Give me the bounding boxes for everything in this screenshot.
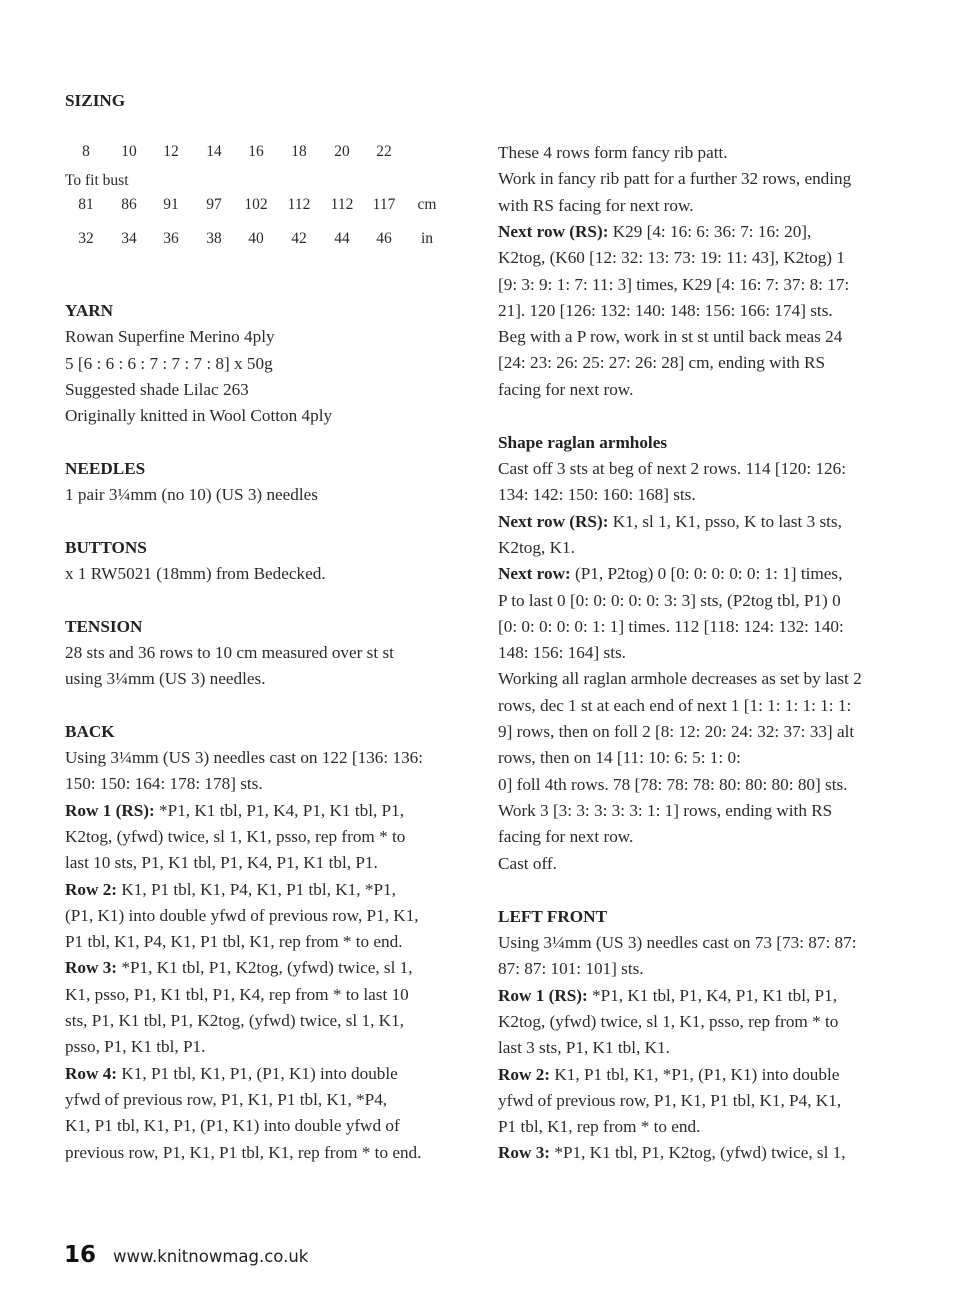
size-cell: 10: [121, 143, 137, 160]
instruction-line: [498, 719, 854, 745]
website-link[interactable]: www.knitnowmag.co.uk: [113, 1247, 309, 1266]
instruction-line: [65, 771, 263, 797]
row-label: Row 2:: [498, 1064, 551, 1084]
needles-heading: NEEDLES: [65, 459, 146, 478]
instruction-text: 9] rows, then on foll 2 [8: 12: 20: 24: 32: 37: 33] alt: [498, 722, 855, 741]
instruction-line: [498, 324, 842, 350]
instruction-text: rows, dec 1 st at each end of next 1 [1: 1: 1: 1: 1: 1:: [498, 695, 852, 715]
instruction-line: [498, 166, 851, 192]
instruction-line: [65, 1061, 398, 1087]
instruction-line: [65, 1113, 400, 1139]
tension-line: 28 sts and 36 rows to 10 cm measured over st st: [65, 643, 394, 662]
instruction-text: K1, P1 tbl, K1, P1, (P1, K1) into double: [117, 1063, 398, 1083]
instruction-text: K1, P1 tbl, K1, P1, (P1, K1) into double yfwd of: [65, 1116, 400, 1136]
instruction-text: K1, sl 1, K1, psso, K to last 3 sts,: [608, 511, 842, 531]
instruction-text: 134: 142: 150: 160: 168] sts.: [498, 485, 696, 505]
instruction-text: K2tog, (yfwd) twice, sl 1, K1, psso, rep from * to: [65, 826, 406, 846]
instruction-text: Working all raglan armhole decreases as set by last 2: [498, 669, 862, 689]
instruction-line: [498, 745, 741, 771]
instruction-line: [65, 1087, 387, 1113]
instruction-text: facing for next row.: [498, 827, 634, 847]
instruction-text: *P1, K1 tbl, P1, K4, P1, K1 tbl, P1,: [587, 985, 838, 1005]
instruction-line: [498, 193, 694, 219]
instruction-text: *P1, K1 tbl, P1, K4, P1, K1 tbl, P1,: [154, 800, 405, 820]
instruction-line: [498, 640, 626, 666]
cm-cell: 112: [330, 196, 354, 213]
cm-cell: 117: [372, 196, 396, 213]
instruction-text: last 10 sts, P1, K1 tbl, P1, K4, P1, K1 tbl, P1.: [65, 853, 378, 873]
instruction-text: Work in fancy rib patt for a further 32 rows, ending: [498, 169, 852, 189]
instruction-line: [65, 745, 423, 771]
instruction-text: facing for next row.: [498, 379, 634, 399]
instruction-line: [65, 929, 403, 955]
instruction-line: [498, 798, 832, 824]
yarn-line: Suggested shade Lilac 263: [65, 380, 249, 399]
instruction-text: *P1, K1 tbl, P1, K2tog, (yfwd) twice, sl 1,: [117, 958, 413, 978]
instruction-text: 150: 150: 164: 178: 178] sts.: [65, 774, 263, 794]
in-cell: 40: [248, 230, 264, 247]
back-heading: BACK: [65, 722, 115, 741]
in-unit: in: [420, 230, 434, 247]
instruction-text: yfwd of previous row, P1, K1, P1 tbl, K1, P4, K1,: [498, 1090, 842, 1110]
tension-line: using 3¼mm (US 3) needles.: [65, 669, 266, 688]
instruction-line: [498, 298, 833, 324]
row-label: Row 3:: [65, 958, 118, 978]
instruction-line: [498, 1088, 841, 1114]
size-cell: 12: [163, 143, 179, 160]
instruction-line: [498, 772, 847, 798]
instruction-line: [498, 456, 846, 482]
in-cell: 36: [163, 230, 179, 247]
instruction-line: [498, 930, 857, 956]
instruction-text: K2tog, K1.: [498, 537, 575, 557]
instruction-text: K29 [4: 16: 6: 36: 7: 16: 20],: [608, 221, 812, 241]
instruction-text: Using 3¼mm (US 3) needles cast on 122 [136: 136:: [65, 748, 424, 767]
yarn-line: 5 [6 : 6 : 6 : 7 : 7 : 7 : 8] x 50g: [65, 354, 273, 373]
instruction-line: [498, 350, 825, 376]
instruction-text: previous row, P1, K1, P1 tbl, K1, rep from * to end.: [65, 1142, 422, 1162]
instruction-line: [498, 535, 575, 561]
in-cell: 42: [291, 230, 307, 247]
instruction-line: [498, 588, 841, 614]
instruction-text: P1 tbl, K1, rep from * to end.: [498, 1117, 701, 1137]
instruction-text: K1, P1 tbl, K1, *P1, (P1, K1) into double: [550, 1064, 840, 1084]
instruction-line: [498, 140, 728, 166]
cm-cell: 81: [78, 196, 94, 213]
cm-cell: 97: [206, 196, 222, 213]
instruction-text: Cast off.: [498, 853, 557, 873]
instruction-text: These 4 rows form fancy rib patt.: [498, 143, 728, 162]
instruction-line: [498, 377, 633, 403]
size-cell: 20: [334, 143, 350, 160]
instruction-line: [498, 1062, 839, 1088]
cm-cell: 102: [244, 196, 268, 213]
row-label: Next row (RS):: [498, 221, 609, 241]
instruction-line: [498, 1140, 846, 1166]
instruction-text: yfwd of previous row, P1, K1, P1 tbl, K1, *P4,: [65, 1089, 388, 1109]
left-front-heading: LEFT FRONT: [498, 907, 608, 926]
size-cell: 8: [82, 143, 90, 160]
cm-cell: 86: [121, 196, 137, 213]
instruction-text: Work 3 [3: 3: 3: 3: 3: 1: 1] rows, ending with RS: [498, 800, 833, 820]
instruction-text: (P1, P2tog) 0 [0: 0: 0: 0: 0: 1: 1] times,: [570, 564, 843, 584]
instruction-line: [498, 851, 557, 877]
instruction-text: [24: 23: 26: 25: 27: 26: 28] cm, ending with RS: [498, 353, 826, 373]
cm-unit: cm: [417, 196, 437, 213]
row-label: Row 4:: [65, 1063, 118, 1083]
row-label: Row 1 (RS):: [65, 800, 155, 820]
instruction-text: K2tog, (yfwd) twice, sl 1, K1, psso, rep from * to: [498, 1011, 839, 1031]
instruction-line: [65, 955, 413, 981]
instruction-line: [498, 824, 633, 850]
row-label: Row 2:: [65, 879, 118, 899]
row-label: Next row:: [498, 564, 571, 584]
instruction-line: [65, 824, 405, 850]
instruction-line: [65, 982, 409, 1008]
instruction-line: [65, 903, 419, 929]
in-cell: 32: [78, 230, 94, 247]
in-cell: 46: [376, 230, 392, 247]
instruction-text: P1 tbl, K1, P4, K1, P1 tbl, K1, rep from * to end.: [65, 932, 403, 952]
size-cell: 22: [376, 143, 392, 160]
page-number: 16: [64, 1242, 97, 1268]
sizing-heading: SIZING: [65, 91, 126, 110]
size-cell: 18: [291, 143, 307, 160]
instruction-text: 87: 87: 101: 101] sts.: [498, 959, 644, 979]
in-cell: 38: [206, 230, 222, 247]
instruction-text: K1, psso, P1, K1 tbl, P1, K4, rep from * to last 10: [65, 984, 409, 1004]
raglan-heading: Shape raglan armholes: [498, 433, 668, 452]
instruction-line: [498, 509, 842, 535]
instruction-line: [498, 561, 842, 587]
yarn-line: Rowan Superfine Merino 4ply: [65, 327, 275, 346]
instruction-text: last 3 sts, P1, K1 tbl, K1.: [498, 1038, 670, 1058]
buttons-heading: BUTTONS: [65, 538, 147, 557]
instruction-line: [498, 1114, 700, 1140]
instruction-text: sts, P1, K1 tbl, P1, K2tog, (yfwd) twice, sl 1, K1,: [65, 1011, 404, 1030]
instruction-line: [498, 1009, 838, 1035]
cm-cell: 112: [287, 196, 311, 213]
instruction-line: [498, 482, 696, 508]
instruction-text: [0: 0: 0: 0: 0: 1: 1] times. 112 [118: 124: 132: 140:: [498, 616, 844, 636]
instruction-line: [65, 1140, 421, 1166]
instruction-text: P to last 0 [0: 0: 0: 0: 0: 3: 3] sts, (P2tog tbl, P1) 0: [498, 590, 841, 610]
in-cell: 34: [121, 230, 137, 247]
row-label: Row 3:: [498, 1143, 551, 1163]
size-cell: 14: [206, 143, 222, 160]
size-cell: 16: [248, 143, 264, 160]
instruction-line: [65, 850, 378, 876]
row-label: Row 1 (RS):: [498, 985, 588, 1005]
instruction-text: with RS facing for next row.: [498, 195, 694, 215]
instruction-text: psso, P1, K1 tbl, P1.: [65, 1037, 206, 1057]
in-cell: 44: [334, 230, 350, 247]
instruction-text: (P1, K1) into double yfwd of previous row, P1, K1,: [65, 905, 419, 925]
instruction-line: [498, 219, 811, 245]
instruction-text: Beg with a P row, work in st st until back meas 24: [498, 327, 843, 347]
yarn-heading: YARN: [65, 301, 114, 320]
instruction-line: [498, 666, 862, 692]
instruction-line: [498, 956, 644, 982]
instruction-text: [9: 3: 9: 1: 7: 11: 3] times, K29 [4: 16: 7: 37: 8: 17:: [498, 274, 850, 294]
instruction-text: 148: 156: 164] sts.: [498, 643, 626, 663]
instruction-line: [65, 798, 404, 824]
instruction-text: 21]. 120 [126: 132: 140: 148: 156: 166: 174] sts.: [498, 300, 833, 320]
instruction-line: [65, 1034, 205, 1060]
instruction-line: [498, 1035, 670, 1061]
needles-text: 1 pair 3¼mm (no 10) (US 3) needles: [65, 485, 318, 504]
instruction-text: K2tog, (K60 [12: 32: 13: 73: 19: 11: 43], K2tog) 1: [498, 248, 845, 268]
instruction-line: [498, 693, 851, 719]
row-label: Next row (RS):: [498, 511, 609, 531]
instruction-line: [498, 983, 837, 1009]
instruction-line: [498, 272, 849, 298]
instruction-text: rows, then on 14 [11: 10: 6: 5: 1: 0:: [498, 748, 741, 768]
tension-heading: TENSION: [65, 617, 143, 636]
instruction-text: Cast off 3 sts at beg of next 2 rows. 114 [120: 126:: [498, 459, 847, 478]
buttons-text: x 1 RW5021 (18mm) from Bedecked.: [65, 564, 326, 583]
instruction-line: [498, 245, 845, 271]
yarn-line: Originally knitted in Wool Cotton 4ply: [65, 406, 333, 425]
cm-cell: 91: [163, 196, 179, 213]
instruction-text: 0] foll 4th rows. 78 [78: 78: 78: 80: 80: 80: 80] sts.: [498, 774, 848, 794]
instruction-text: *P1, K1 tbl, P1, K2tog, (yfwd) twice, sl 1,: [550, 1143, 846, 1163]
fit-bust-label: To fit bust: [65, 172, 129, 189]
instruction-line: [65, 1008, 404, 1034]
instruction-text: K1, P1 tbl, K1, P4, K1, P1 tbl, K1, *P1,: [117, 879, 396, 899]
instruction-line: [65, 877, 396, 903]
instruction-line: [498, 614, 844, 640]
instruction-text: Using 3¼mm (US 3) needles cast on 73 [73: 87: 87:: [498, 933, 857, 952]
